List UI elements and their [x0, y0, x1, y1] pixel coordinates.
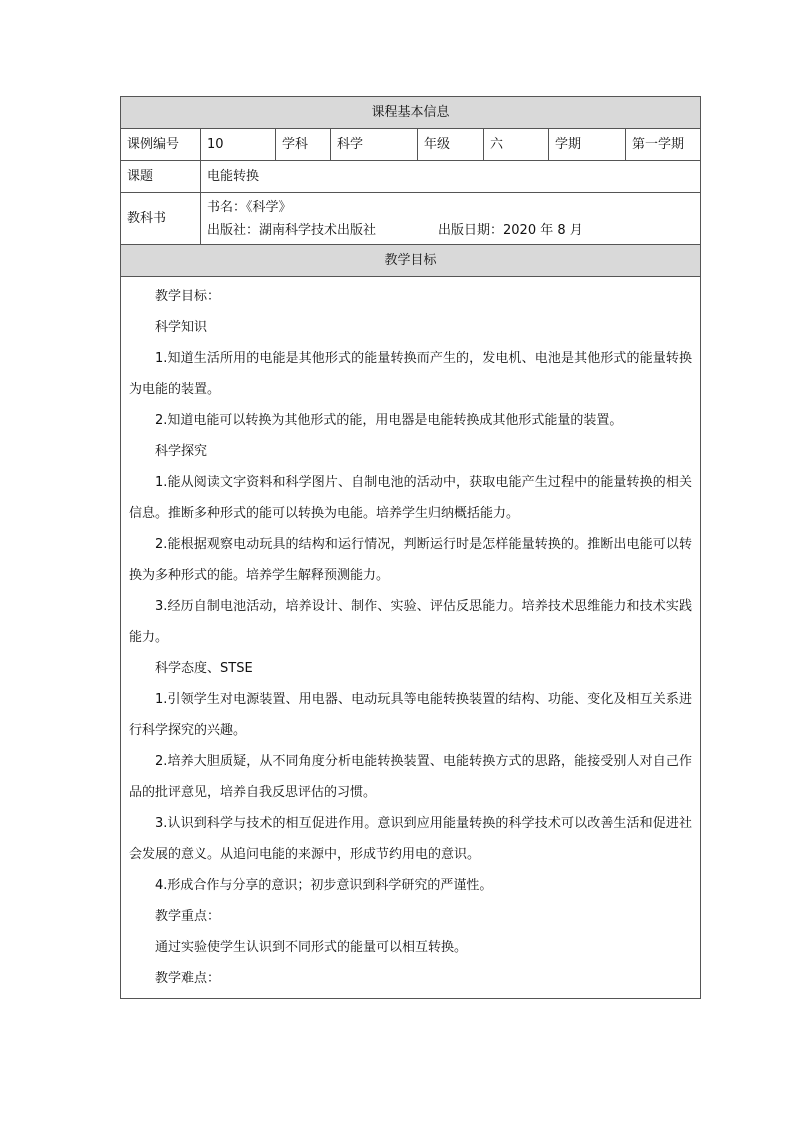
goals-row: [121, 277, 701, 999]
topic-label: 课题: [121, 161, 201, 193]
goal-paragraph: 科学探究: [155, 444, 208, 459]
goal-paragraph: 1.知道生活所用的电能是其他形式的能量转换而产生的，发电机、电池是其他形式的能量转换为电能的装置。: [129, 351, 693, 397]
publish-date: 出版日期：2020 年 8 月: [438, 222, 583, 238]
goals-content: [121, 277, 701, 999]
goal-paragraph: 教学难点：: [155, 971, 221, 986]
publisher: 出版社：湖南科学技术出版社: [207, 222, 377, 238]
section-title-goals: 教学目标: [121, 245, 701, 277]
course-info-table: [120, 96, 701, 999]
topic-row: [121, 161, 701, 193]
info-row: [121, 129, 701, 161]
textbook-label: 教科书: [121, 193, 201, 245]
term-label: 学期: [549, 129, 626, 161]
course-info-sheet: [120, 96, 700, 999]
subject-value: 科学: [331, 129, 418, 161]
subject-label: 学科: [276, 129, 331, 161]
grade-label: 年级: [418, 129, 484, 161]
goal-paragraph: 科学态度、STSE: [155, 661, 253, 676]
goal-paragraph: 1.能从阅读文字资料和科学图片、自制电池的活动中，获取电能产生过程中的能量转换的相关信息。推断多种形式的能可以转换为电能。培养学生归纳概括能力。: [129, 475, 693, 521]
section-title-basic-info: 课程基本信息: [121, 97, 701, 129]
goal-paragraph: 通过实验使学生认识到不同形式的能量可以相互转换。: [155, 940, 468, 955]
case-no-label: 课例编号: [121, 129, 201, 161]
goal-paragraph: 4.形成合作与分享的意识；初步意识到科学研究的严谨性。: [155, 878, 493, 893]
goal-paragraph: 科学知识: [155, 320, 208, 335]
publisher-line: [207, 219, 694, 242]
topic-value: 电能转换: [201, 161, 701, 193]
section-header-goals: [121, 245, 701, 277]
goal-paragraph: 3.经历自制电池活动，培养设计、制作、实验、评估反思能力。培养技术思维能力和技术实践能力。: [129, 599, 693, 645]
goal-paragraph: 2.知道电能可以转换为其他形式的能，用电器是电能转换成其他形式能量的装置。: [155, 413, 623, 428]
goal-paragraph: 2.能根据观察电动玩具的结构和运行情况，判断运行时是怎样能量转换的。推断出电能可以转换为多种形式的能。培养学生解释预测能力。: [129, 537, 693, 583]
textbook-row: [121, 193, 701, 245]
goal-paragraph: 教学重点：: [155, 909, 221, 924]
book-name: 书名：《科学》: [207, 199, 292, 215]
goal-paragraph: 3.认识到科学与技术的相互促进作用。意识到应用能量转换的科学技术可以改善生活和促进社会发展的意义。从追问电能的来源中，形成节约用电的意识。: [129, 816, 693, 862]
grade-value: 六: [484, 129, 549, 161]
term-value: 第一学期: [626, 129, 701, 161]
section-header-basic-info: [121, 97, 701, 129]
textbook-details: [201, 193, 701, 245]
case-no-value: 10: [201, 129, 276, 161]
goal-paragraph: 1.引领学生对电源装置、用电器、电动玩具等电能转换装置的结构、功能、变化及相互关系进行科学探究的兴趣。: [129, 692, 693, 738]
goal-paragraph: 教学目标：: [155, 289, 221, 304]
goal-paragraph: 2.培养大胆质疑，从不同角度分析电能转换装置、电能转换方式的思路，能接受别人对自己作品的批评意见，培养自我反思评估的习惯。: [129, 754, 693, 800]
